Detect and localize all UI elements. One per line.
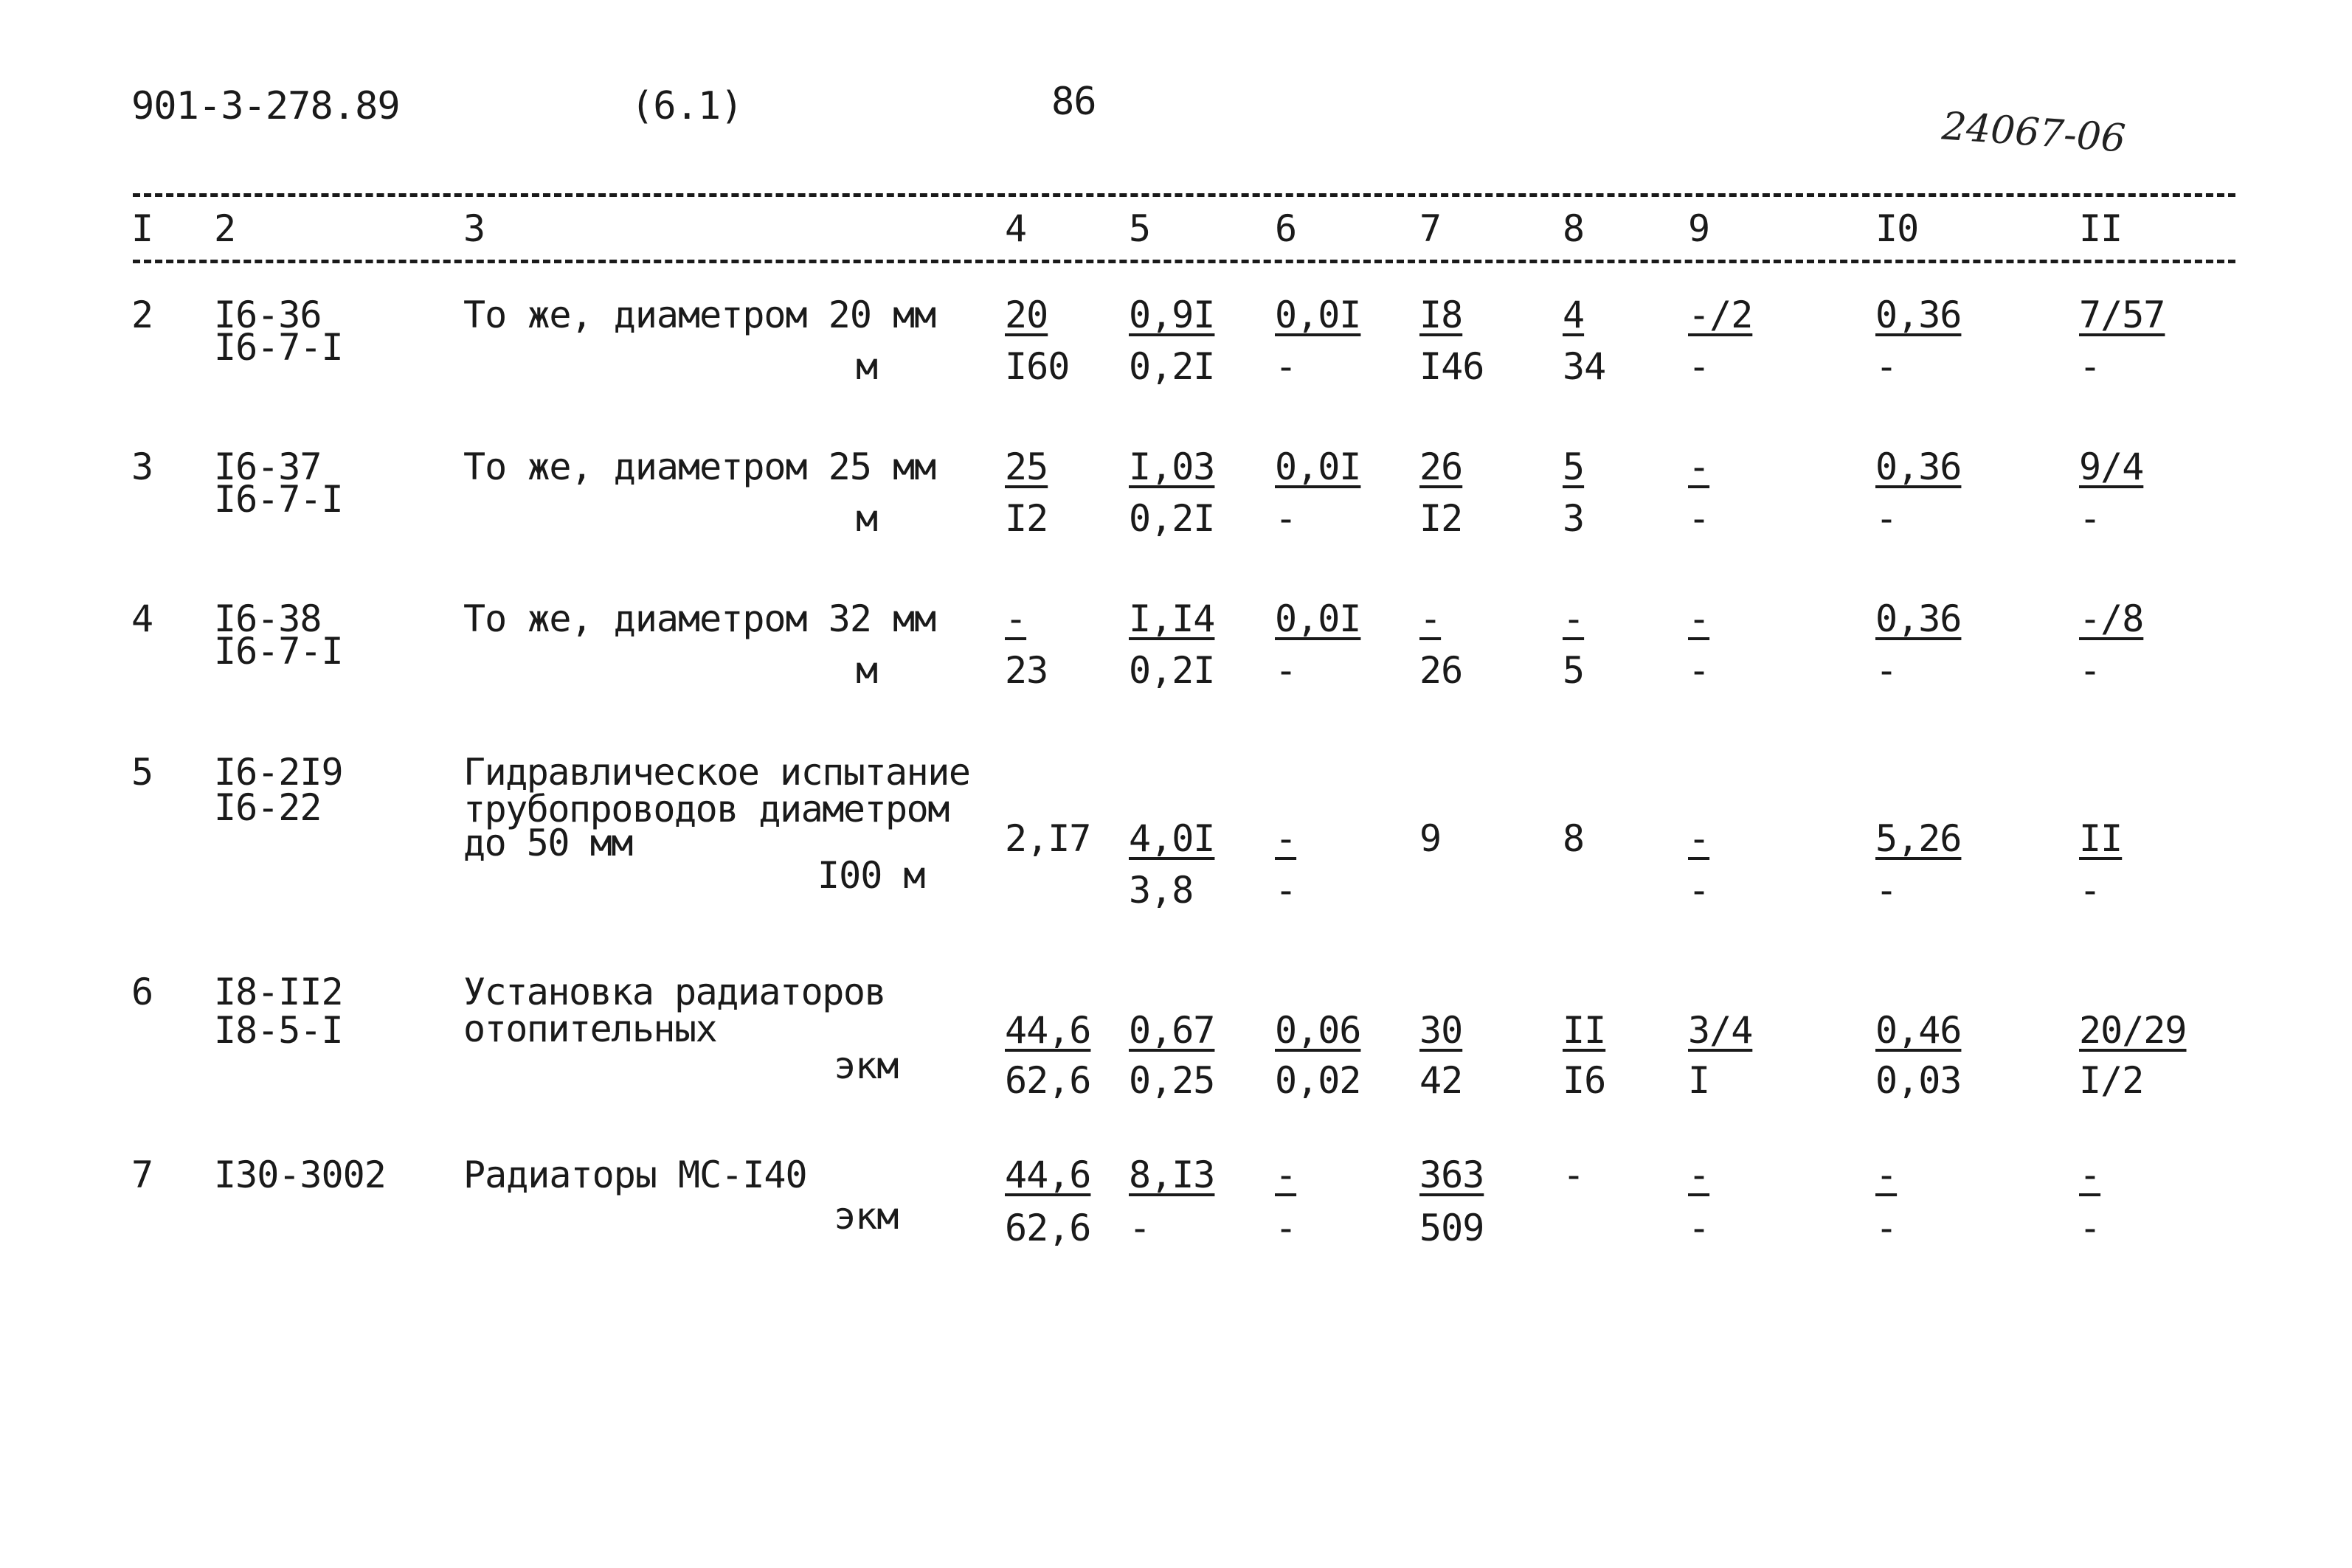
cell-c7-bottom: I46 (1419, 345, 1484, 388)
price-code: I6-38 (214, 597, 322, 640)
work-description: То же, диаметром 32 мм (463, 597, 936, 640)
unit-of-measure: м (856, 649, 878, 692)
column-header: 9 (1688, 207, 1710, 250)
cell-c4-top: 44,6 (1005, 1009, 1091, 1052)
cell-c9-top: - (1688, 1154, 1710, 1196)
cell-c11-bottom: - (2079, 497, 2101, 540)
column-header: 3 (463, 207, 485, 250)
cell-c5-top: I,03 (1129, 445, 1215, 488)
cell-c10-bottom: - (1875, 649, 1898, 692)
cell-c10-top: - (1875, 1154, 1898, 1196)
cell-c7-top: 363 (1419, 1154, 1484, 1196)
cell-c6-bottom: 0,02 (1275, 1059, 1361, 1102)
column-header: I (131, 207, 153, 250)
cell-c9-bottom: - (1688, 649, 1710, 692)
work-description: трубопроводов диаметром (463, 788, 949, 830)
price-code: I6-36 (214, 294, 322, 336)
cell-c11-bottom: - (2079, 1207, 2101, 1249)
cell-c8-top: II (1563, 1009, 1606, 1052)
cell-c6-bottom: - (1275, 497, 1297, 540)
cell-c9-bottom: - (1688, 869, 1710, 912)
column-header: 8 (1563, 207, 1585, 250)
cell-c11-bottom: I/2 (2079, 1059, 2144, 1102)
work-description: Установка радиаторов (463, 971, 886, 1013)
cell-c4-top: 25 (1005, 445, 1048, 488)
row-number: 7 (131, 1154, 153, 1196)
cell-c8-bottom: 34 (1563, 345, 1606, 388)
work-description: отопительных (463, 1007, 717, 1050)
cell-c10-bottom: - (1875, 1207, 1898, 1249)
price-code: I30-3002 (214, 1154, 386, 1196)
cell-c7-bottom: 42 (1419, 1059, 1463, 1102)
cell-c5-top: 8,I3 (1129, 1154, 1215, 1196)
column-header: 6 (1275, 207, 1297, 250)
cell-c8-top: - (1563, 597, 1585, 640)
cell-c5-top: 0,67 (1129, 1009, 1215, 1052)
doc-code: 901-3-278.89 (131, 84, 400, 128)
cell-c8-top: 4 (1563, 294, 1585, 336)
cell-c6-bottom: - (1275, 345, 1297, 388)
norm-code: I6-7-I (214, 478, 343, 521)
cell-c9-top: - (1688, 817, 1710, 860)
cell-c11-top: 9/4 (2079, 445, 2144, 488)
section-number: (6.1) (631, 84, 743, 128)
cell-c9-bottom: - (1688, 345, 1710, 388)
unit-of-measure: м (856, 345, 878, 388)
cell-c11-top: - (2079, 1154, 2101, 1196)
cell-c5-top: 0,9I (1129, 294, 1215, 336)
cell-c4-top: 2,I7 (1005, 817, 1091, 860)
cell-c7-bottom: 509 (1419, 1207, 1484, 1249)
cell-c11-top: -/8 (2079, 597, 2144, 640)
cell-c6-top: 0,0I (1275, 445, 1361, 488)
cell-c10-top: 0,36 (1875, 294, 1962, 336)
cell-c7-top: 30 (1419, 1009, 1463, 1052)
cell-c8-bottom: 3 (1563, 497, 1585, 540)
cell-c9-top: - (1688, 445, 1710, 488)
cell-c4-top: 20 (1005, 294, 1048, 336)
cell-c7-bottom: 26 (1419, 649, 1463, 692)
work-description: То же, диаметром 20 мм (463, 294, 936, 336)
cell-c4-bottom: 62,6 (1005, 1207, 1091, 1249)
cell-c9-top: -/2 (1688, 294, 1753, 336)
archive-number: 24067-06 (1940, 104, 2127, 162)
column-header: 4 (1005, 207, 1027, 250)
cell-c6-bottom: - (1275, 649, 1297, 692)
price-code: I6-2I9 (214, 751, 343, 794)
cell-c10-top: 0,36 (1875, 597, 1962, 640)
cell-c9-bottom: - (1688, 1207, 1710, 1249)
price-code: I6-37 (214, 445, 322, 488)
cell-c10-bottom: - (1875, 345, 1898, 388)
unit-of-measure: I00 м (817, 854, 925, 897)
work-description: Гидравлическое испытание (463, 751, 970, 794)
cell-c10-bottom: 0,03 (1875, 1059, 1962, 1102)
cell-c7-top: 9 (1419, 817, 1442, 860)
norm-code: I6-22 (214, 786, 322, 829)
cell-c11-top: II (2079, 817, 2123, 860)
cell-c9-bottom: I (1688, 1059, 1710, 1102)
cell-c8-top: 8 (1563, 817, 1585, 860)
cell-c5-bottom: 0,2I (1129, 497, 1215, 540)
norm-code: I8-5-I (214, 1009, 343, 1052)
unit-of-measure: экм (834, 1195, 899, 1238)
cell-c11-bottom: - (2079, 869, 2101, 912)
header-bottom-rule (133, 260, 2235, 263)
row-number: 2 (131, 294, 153, 336)
cell-c4-bottom: 62,6 (1005, 1059, 1091, 1102)
row-number: 5 (131, 751, 153, 794)
cell-c6-top: - (1275, 817, 1297, 860)
price-code: I8-II2 (214, 971, 343, 1013)
cell-c5-bottom: 0,25 (1129, 1059, 1215, 1102)
cell-c4-bottom: I2 (1005, 497, 1048, 540)
unit-of-measure: экм (834, 1044, 899, 1087)
cell-c8-top: - (1563, 1154, 1585, 1196)
cell-c11-bottom: - (2079, 649, 2101, 692)
column-header: 7 (1419, 207, 1442, 250)
page-number: 86 (1051, 80, 1096, 124)
cell-c11-bottom: - (2079, 345, 2101, 388)
cell-c10-top: 5,26 (1875, 817, 1962, 860)
cell-c7-bottom: I2 (1419, 497, 1463, 540)
cell-c7-top: I8 (1419, 294, 1463, 336)
cell-c11-top: 20/29 (2079, 1009, 2187, 1052)
row-number: 6 (131, 971, 153, 1013)
work-description: Радиаторы МС-I40 (463, 1154, 807, 1196)
column-header: 5 (1129, 207, 1151, 250)
cell-c10-top: 0,36 (1875, 445, 1962, 488)
cell-c6-top: - (1275, 1154, 1297, 1196)
cell-c6-top: 0,0I (1275, 597, 1361, 640)
cell-c9-top: 3/4 (1688, 1009, 1753, 1052)
cell-c5-bottom: - (1129, 1207, 1151, 1249)
cell-c6-bottom: - (1275, 1207, 1297, 1249)
row-number: 3 (131, 445, 153, 488)
unit-of-measure: м (856, 497, 878, 540)
header-top-rule (133, 193, 2235, 197)
cell-c4-top: - (1005, 597, 1027, 640)
cell-c6-bottom: - (1275, 869, 1297, 912)
cell-c7-top: - (1419, 597, 1442, 640)
cell-c10-top: 0,46 (1875, 1009, 1962, 1052)
cell-c10-bottom: - (1875, 497, 1898, 540)
norm-code: I6-7-I (214, 630, 343, 673)
column-header: 2 (214, 207, 236, 250)
cell-c8-top: 5 (1563, 445, 1585, 488)
cell-c4-bottom: 23 (1005, 649, 1048, 692)
cell-c5-bottom: 0,2I (1129, 649, 1215, 692)
cell-c5-top: I,I4 (1129, 597, 1215, 640)
cell-c8-bottom: 5 (1563, 649, 1585, 692)
cell-c11-top: 7/57 (2079, 294, 2165, 336)
cell-c5-top: 4,0I (1129, 817, 1215, 860)
column-header: I0 (1875, 207, 1919, 250)
cell-c4-top: 44,6 (1005, 1154, 1091, 1196)
cell-c4-bottom: I60 (1005, 345, 1070, 388)
cell-c5-bottom: 3,8 (1129, 869, 1194, 912)
cell-c10-bottom: - (1875, 869, 1898, 912)
cell-c9-bottom: - (1688, 497, 1710, 540)
cell-c5-bottom: 0,2I (1129, 345, 1215, 388)
work-description: до 50 мм (463, 822, 632, 864)
cell-c6-top: 0,06 (1275, 1009, 1361, 1052)
cell-c7-top: 26 (1419, 445, 1463, 488)
cell-c8-bottom: I6 (1563, 1059, 1606, 1102)
row-number: 4 (131, 597, 153, 640)
norm-code: I6-7-I (214, 326, 343, 369)
work-description: То же, диаметром 25 мм (463, 445, 936, 488)
cell-c9-top: - (1688, 597, 1710, 640)
column-header: II (2079, 207, 2123, 250)
cell-c6-top: 0,0I (1275, 294, 1361, 336)
